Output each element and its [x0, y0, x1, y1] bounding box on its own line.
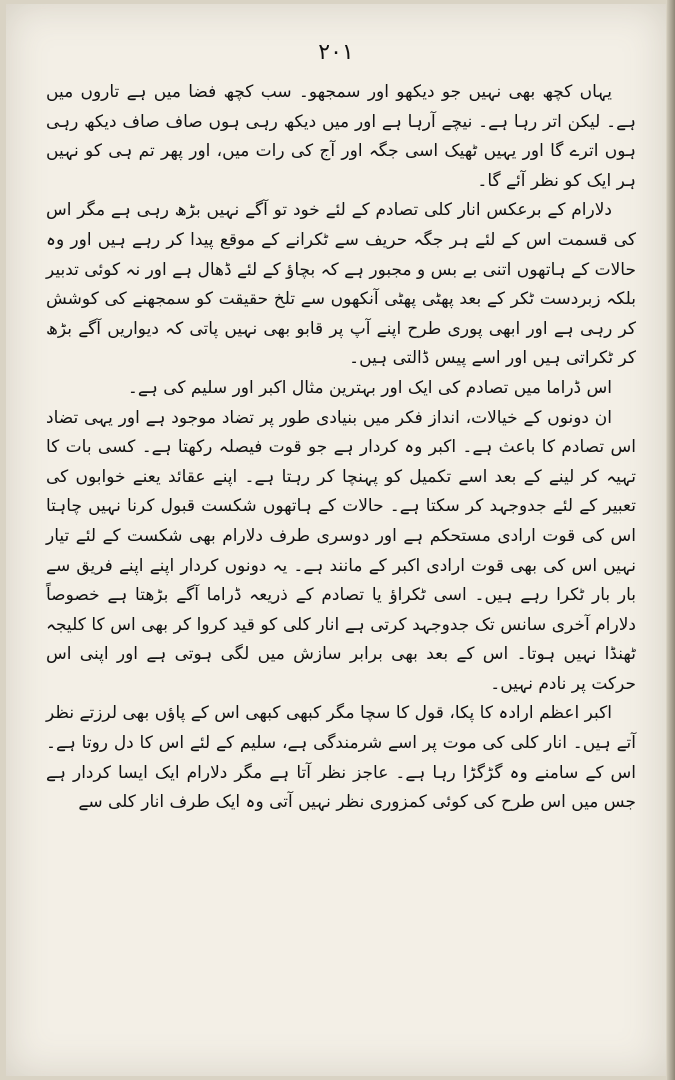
book-page: [6, 4, 666, 1076]
paragraph: اس ڈراما میں تصادم کی ایک اور بہترین مثال اکبر اور سلیم کی ہے۔: [127, 377, 612, 398]
paragraph: اکبر اعظم ارادہ کا پکا، قول کا سچا مگر کبھی کبھی اس کے پاؤں بھی لرزتے نظر آتے ہیں۔ انار کلی کی موت پر اسے شرمندگی ہے، سلیم کے لئے اس کا دل روتا ہے۔ اس کے سامنے وہ گڑگڑا رہا ہے۔ عاجز نظر آتا ہے مگر دلارام ایک ایسا کردار ہے جس میں اس طرح کی کوئی کمزوری نظر نہیں آتی وہ ایک طرف انار کلی سے: [46, 703, 636, 813]
page-edge: [667, 0, 675, 1080]
paragraph: دلارام کے برعکس انار کلی تصادم کے لئے خود تو آگے نہیں بڑھ رہی ہے مگر اس کی قسمت اس کے لئے ہر جگہ حریف سے ٹکرانے کے موقع پیدا کر رہے ہیں اور وہ حالات کے ہاتھوں اتنی بے بس و مجبور ہے کہ بچاؤ کے لئے ڈھال ہے اور نہ کوئی تدبیر بلکہ زبردست ٹکر کے بعد پھٹی پھٹی آنکھوں سے تلخ حقیقت کو سمجھنے کی کوشش کر رہی ہے اور ابھی پوری طرح اپنے آپ پر قابو بھی نہیں پاتی کہ دیواریں آگے بڑھ کر ٹکراتی ہیں اور اسے پیس ڈالتی ہیں۔: [46, 200, 636, 369]
paragraph: ان دونوں کے خیالات، انداز فکر میں بنیادی طور پر تضاد موجود ہے اور یہی تضاد اس تصادم کا باعث ہے۔ اکبر وہ کردار ہے جو قوت فیصلہ رکھتا ہے۔ کسی بات کا تہیہ کر لینے کے بعد اسے تکمیل کو پہنچا کر رہتا ہے۔ اپنے عقائد یعنے خوابوں کی تعبیر کے لئے جدوجہد کر سکتا ہے۔ حالات کے ہاتھوں شکست قبول کرنا نہیں چاہتا اس کی قوت ارادی مستحکم ہے اور دوسری طرف دلارام بھی شکست کے لئے تیار نہیں اس کی بھی قوت ارادی اکبر کے مانند ہے۔ یہ دونوں کردار اپنے اپنے فریق سے بار بار ٹکرا رہے ہیں۔ اسی ٹکراؤ یا تصادم کے ذریعہ ڈراما آگے بڑھتا ہے خصوصاً دلارام آخری سانس تک جدوجہد کرتی ہے انار کلی کو قید کروا کر بھی اس کا کلیجہ ٹھنڈا نہیں ہوتا۔ اس کے بعد بھی برابر سازش میں لگی ہوتی ہے اور اپنی اس حرکت پر نادم نہیں۔: [46, 407, 636, 694]
page-number: ۲۰۱: [318, 40, 354, 65]
body-text: [46, 78, 636, 818]
paragraph: یہاں کچھ بھی نہیں جو دیکھو اور سمجھو۔ سب کچھ فضا میں ہے تاروں میں ہے۔ لیکن اتر رہا ہے۔ نیچے آرہا ہے اور میں دیکھ رہی ہوں صاف صاف دیکھ رہی ہوں اترے گا اور یہیں ٹھیک اسی جگہ اور آج کی رات میں، اور پھر تم ہی کو نہیں ہر ایک کو نظر آئے گا۔: [46, 82, 636, 191]
